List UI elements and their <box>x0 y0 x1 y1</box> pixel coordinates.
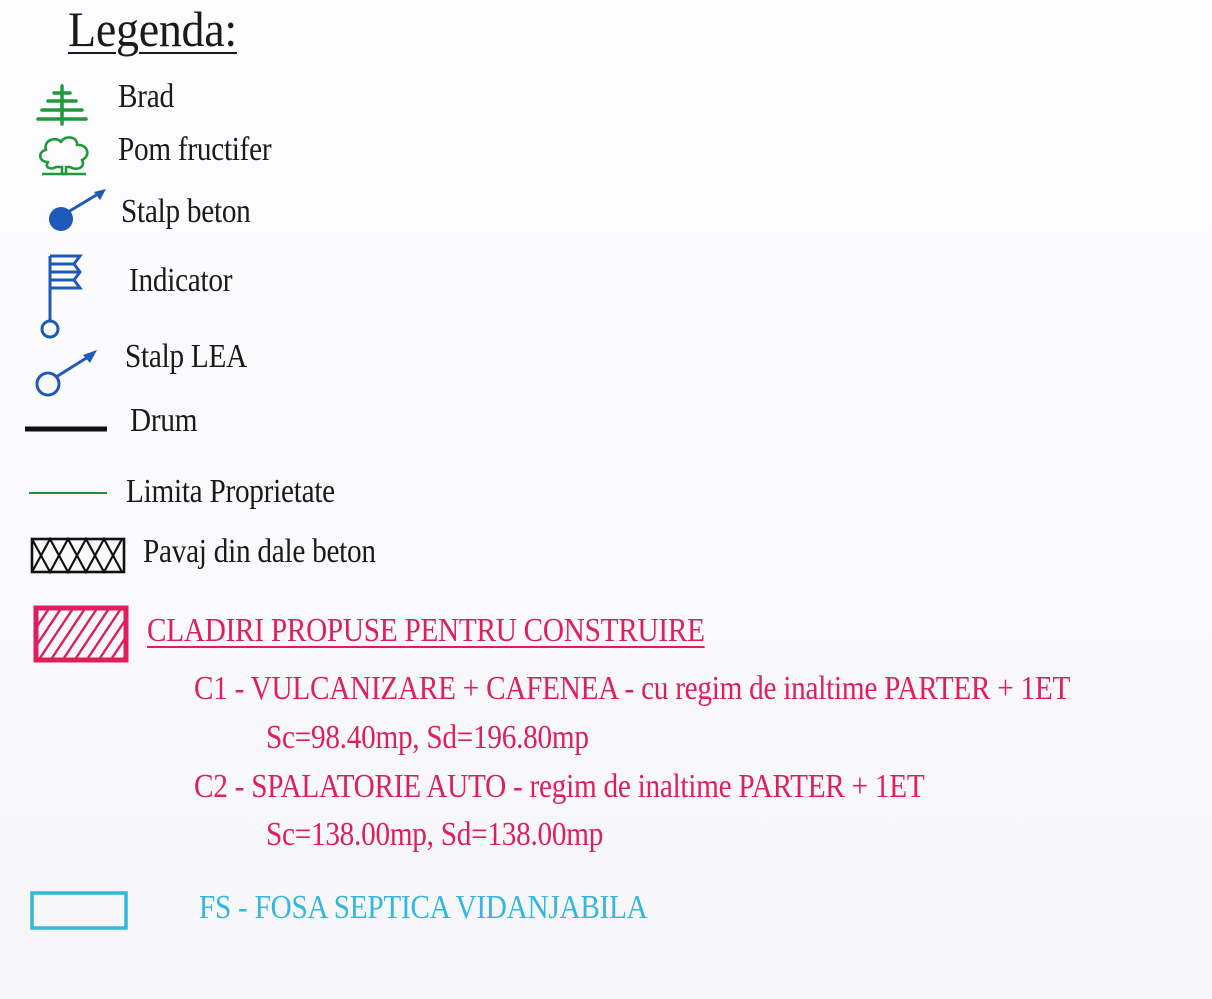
concrete-paving-hatch-icon <box>30 536 128 576</box>
septic-tank-outline-icon <box>28 889 130 933</box>
c2-description: C2 - SPALATORIE AUTO - regim de inaltime PARTER + 1ET <box>194 768 925 805</box>
c2-areas: Sc=138.00mp, Sd=138.00mp <box>266 816 604 853</box>
septic-tank-label: FS - FOSA SEPTICA VIDANJABILA <box>199 889 648 926</box>
legend-title: Legenda: <box>68 1 237 57</box>
proposed-buildings-heading: CLADIRI PROPUSE PENTRU CONSTRUIRE <box>147 612 705 649</box>
legend-label-pom-fructifer: Pom fructifer <box>118 131 272 168</box>
c1-description: C1 - VULCANIZARE + CAFENEA - cu regim de inaltime PARTER + 1ET <box>194 670 1071 707</box>
legend-label-pavaj: Pavaj din dale beton <box>143 533 376 570</box>
legend-label-drum: Drum <box>130 402 198 439</box>
fruit-tree-icon <box>36 134 94 176</box>
legend-label-stalp-lea: Stalp LEA <box>125 338 247 375</box>
legend-label-limita-proprietate: Limita Proprietate <box>126 473 335 510</box>
proposed-building-hatch-icon <box>32 604 130 664</box>
power-line-pole-icon <box>32 346 102 400</box>
indicator-sign-icon <box>34 252 94 342</box>
legend-label-indicator: Indicator <box>129 262 233 299</box>
road-line-icon <box>24 423 108 435</box>
property-limit-line-icon <box>28 489 108 497</box>
c1-areas: Sc=98.40mp, Sd=196.80mp <box>266 719 589 756</box>
fir-tree-icon <box>34 84 90 126</box>
legend-label-stalp-beton: Stalp beton <box>121 193 251 230</box>
concrete-pole-icon <box>46 186 110 236</box>
legend-label-brad: Brad <box>118 78 174 115</box>
